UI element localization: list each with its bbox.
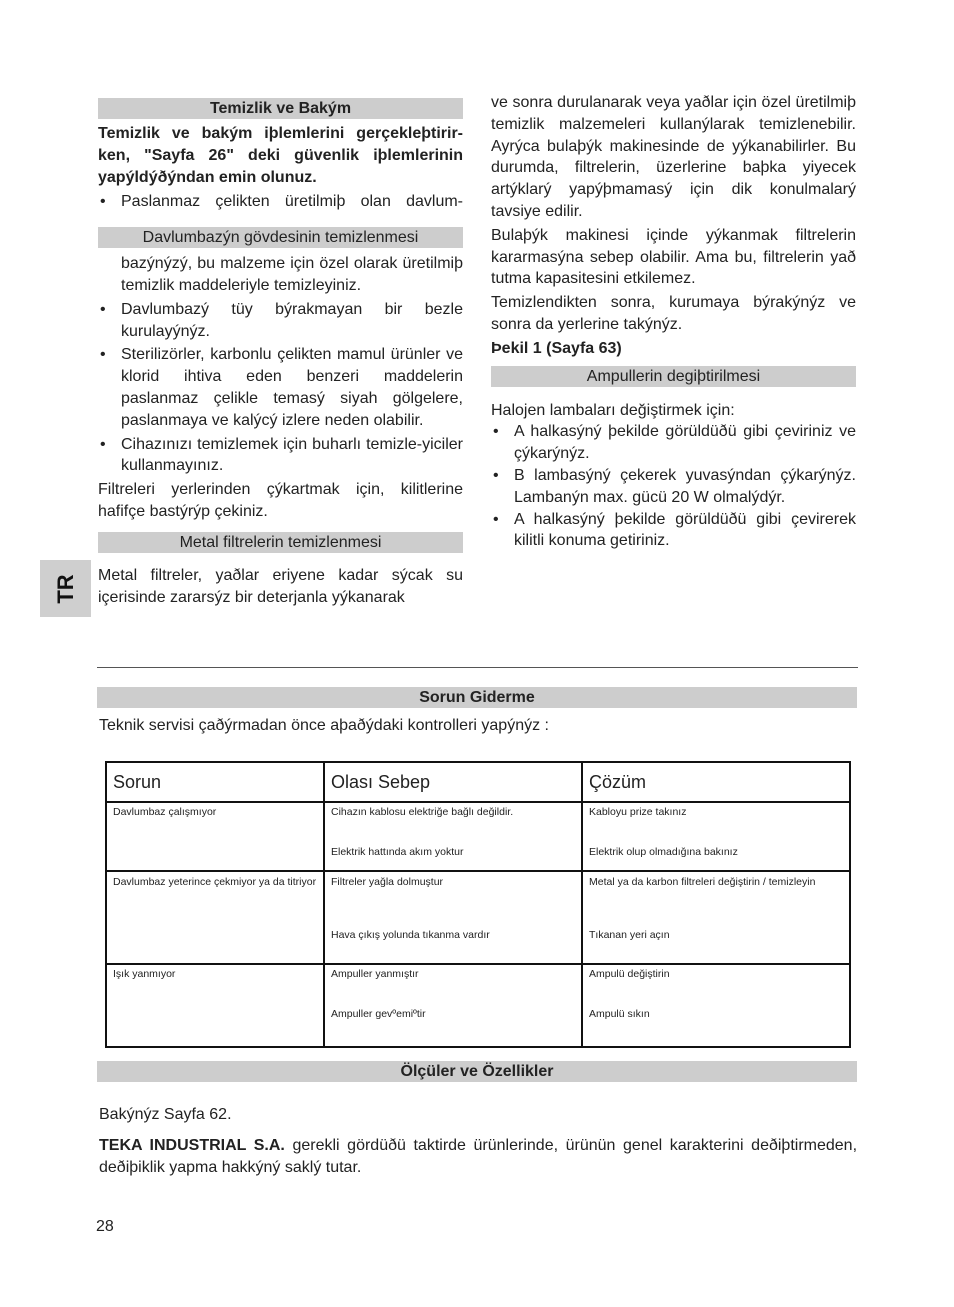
- list-item: • A halkasýný þekilde görüldüðü gibi çevirerek kilitli konuma getiriniz.: [491, 509, 856, 553]
- list-item: • Cihazınızı temizlemek için buharlı temizle-yiciler kullanmayınız.: [98, 434, 463, 478]
- solution-text: Elektrik olup olmadığına bakınız: [589, 846, 738, 858]
- left-column: [98, 92, 463, 608]
- solution-text: Metal ya da karbon filtreleri değiştirin / temizleyin: [589, 876, 816, 888]
- metal-filters-text: Metal filtreler, yaðlar eriyene kadar sýcak su içerisinde zararsýz bir deterjanla yýkanarak: [98, 566, 463, 606]
- section-title-troubleshooting: Sorun Giderme: [97, 687, 857, 708]
- filters-wash-text: ve sonra durulanarak veya yaðlar için özel üretilmiþ temizlik malzemeleri kullanýlarak temizlenebilir. Ayrýca bulaþýk makinesinde de yýkanabilirler. Bu durumda, filtrelerin, üzerlerine baþka yiyecek artýklarý yapýþmamasý için dik konulmalarý tavsiye edilir.: [491, 94, 856, 220]
- page-number: 28: [96, 1218, 114, 1235]
- filters-removal-text: Filtreleri yerlerinden çýkartmak için, kilitlerine hafifçe bastýrýp çekiniz.: [98, 481, 463, 520]
- list-item: • Sterilizörler, karbonlu çelikten mamul ürünler ve klorid ihtiva eden benzeri maddelerin paslanmaz çelikle temasý siyah gölgelere, paslanmaya ve kalýcý izlere neden olabilir.: [98, 344, 463, 431]
- table-row: [106, 871, 850, 964]
- section-title-cleaning: Temizlik ve Bakým: [98, 98, 463, 119]
- lamp-intro: Halojen lambaları değiştirmek için:: [491, 401, 735, 419]
- continued-text: bazýnýzý, bu malzeme için özel olarak üretilmiþ temizlik maddeleriyle temizleyiniz.: [121, 255, 463, 294]
- cause-text: Elektrik hattında akım yoktur: [331, 846, 464, 858]
- dishwasher-note: Bulaþýk makinesi içinde yýkanmak filtrelerin kararmasýna sebep olabilir. Ama bu, filtrelerin yað tutma kapasitesini etkilemez.: [491, 226, 856, 288]
- cause-text: Hava çıkış yolunda tıkanma vardır: [331, 929, 490, 941]
- safety-warning: Temizlik ve bakým iþlemlerini gerçekleþtirir-ken, "Sayfa 26" deki güvenlik iþlemlerinin yapýldýðýndan emin olunuz.: [98, 125, 463, 186]
- see-page-text: Bakýnýz Sayfa 62.: [99, 1106, 232, 1123]
- table-header-row: [106, 762, 850, 802]
- list-item: • Paslanmaz çelikten üretilmiþ olan davlum-: [98, 191, 463, 213]
- manufacturer-note: [97, 1135, 857, 1179]
- troubleshooting-table: [105, 761, 851, 1048]
- language-tab-label: TR: [52, 573, 78, 604]
- table-row: [106, 802, 850, 871]
- problem-cell: [106, 964, 324, 1047]
- cause-text: Ampuller gevºemiºtir: [331, 1008, 426, 1020]
- subsection-title-body-cleaning: Davlumbazýn gövdesinin temizlenmesi: [98, 227, 463, 248]
- solution-text: Ampulü sıkın: [589, 1008, 650, 1020]
- manufacturer-note-text: gerekli gördüðü taktirde ürünlerinde, ürünün genel karakterini deðiþtirmeden, deðiþiklik yapma hakkýný saklý tutar.: [99, 1136, 858, 1176]
- column-header-problem: Sorun: [106, 762, 324, 802]
- language-tab: [40, 560, 91, 617]
- cause-text: Cihazın kablosu elektriğe bağlı değildir.: [331, 806, 514, 818]
- cause-cell: [324, 802, 582, 871]
- cause-text: Ampuller yanmıştır: [331, 968, 419, 980]
- subsection-title-lamp-change: Ampullerin degiþtirilmesi: [491, 366, 856, 387]
- bullet-list-cleaning: [98, 299, 463, 477]
- list-item: • B lambasýný çekerek yuvasýndan çýkarýnýz. Lambanýn max. gücü 20 W olmalýdýr.: [491, 465, 856, 509]
- problem-text: Işık yanmıyor: [113, 968, 176, 980]
- solution-cell: [582, 964, 850, 1047]
- cause-cell: [324, 871, 582, 964]
- solution-text: Kabloyu prize takınız: [589, 806, 687, 818]
- figure-reference: Þekil 1 (Sayfa 63): [491, 339, 622, 357]
- problem-cell: [106, 871, 324, 964]
- section-title-specs: Ölçüler ve Özellikler: [97, 1061, 857, 1082]
- solution-text: Ampulü değiştirin: [589, 968, 670, 980]
- cause-text: Filtreler yağla dolmuştur: [331, 876, 444, 888]
- list-item: • A halkasýný þekilde görüldüðü gibi çeviriniz ve çýkarýnýz.: [491, 421, 856, 465]
- company-name: TEKA INDUSTRIAL S.A.: [99, 1136, 285, 1154]
- bullet-list-lamp: [491, 421, 856, 552]
- divider-line: [97, 667, 858, 668]
- problem-cell: [106, 802, 324, 871]
- specs-section: [97, 1061, 857, 1178]
- solution-cell: [582, 871, 850, 964]
- solution-cell: [582, 802, 850, 871]
- bullet-list-stainless: [98, 191, 463, 213]
- problem-text: Davlumbaz çalışmıyor: [113, 806, 217, 818]
- troubleshooting-section: [97, 687, 857, 735]
- problem-text: Davlumbaz yeterince çekmiyor ya da titriyor: [113, 876, 317, 888]
- subsection-title-metal-filters: Metal filtrelerin temizlenmesi: [98, 532, 463, 553]
- troubleshooting-intro: Teknik servisi çaðýrmadan önce aþaðýdaki kontrolleri yapýnýz :: [99, 717, 549, 734]
- column-header-cause: Olası Sebep: [324, 762, 582, 802]
- drying-note: Temizlendikten sonra, kurumaya býrakýnýz ve sonra da yerlerine takýnýz.: [491, 294, 856, 333]
- column-header-solution: Çözüm: [582, 762, 850, 802]
- table-row: [106, 964, 850, 1047]
- solution-text: Tıkanan yeri açın: [589, 929, 670, 941]
- cause-cell: [324, 964, 582, 1047]
- right-column: [491, 92, 856, 552]
- list-item: • Davlumbazý tüy býrakmayan bir bezle kurulayýnýz.: [98, 299, 463, 343]
